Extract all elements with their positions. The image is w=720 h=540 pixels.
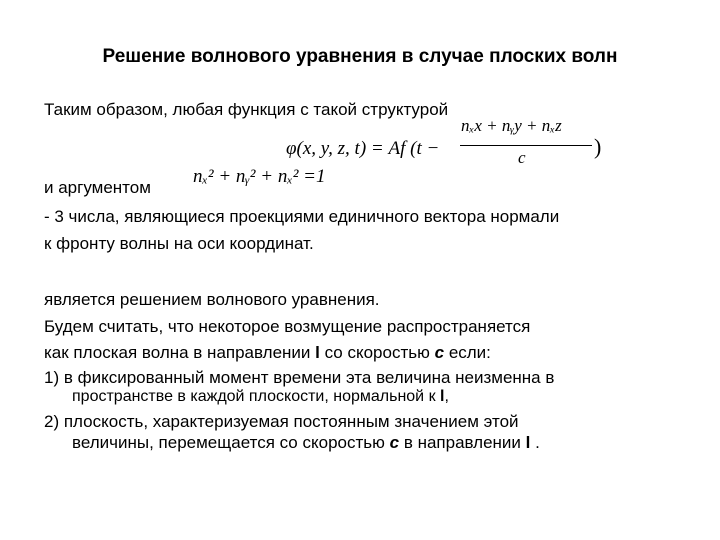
text-line-8: 1) в фиксированный момент времени эта величина неизменна в (44, 368, 555, 387)
text-line-7-e: если: (448, 343, 491, 362)
formula-normalization: nₓ² + nᵧ² + nₓ² =1 (193, 166, 326, 187)
text-line-2: и аргументом (44, 178, 151, 197)
formula-rparen: ) (594, 134, 602, 159)
text-line-11-c: в направлении (403, 433, 521, 452)
text-line-11-e: . (535, 433, 540, 452)
symbol-l-3: l (525, 433, 531, 452)
fraction-bar (460, 145, 592, 146)
text-line-7 (44, 343, 491, 363)
text-line-11 (72, 433, 540, 453)
text-line-7-a: как плоская волна в направлении (44, 343, 311, 362)
symbol-l: l (315, 343, 320, 362)
text-line-10: 2) плоскость, характеризуемая постоянным значением этой (44, 412, 519, 431)
formula-numerator: nₓx + nᵧy + nₓz (461, 116, 562, 135)
text-line-9-c: , (444, 388, 449, 405)
text-line-6: Будем считать, что некоторое возмущение распространяется (44, 317, 531, 336)
text-line-4: к фронту волны на оси координат. (44, 234, 314, 253)
page-title: Решение волнового уравнения в случае плоских волн (102, 46, 618, 67)
formula-denominator: c (518, 148, 526, 167)
text-line-5: является решением волнового уравнения. (44, 290, 380, 309)
symbol-c: c (434, 343, 445, 362)
text-line-11-a: величины, перемещается со скоростью (72, 433, 385, 452)
text-line-1: Таким образом, любая функция с такой структурой (44, 100, 449, 119)
text-line-7-c: со скоростью (324, 343, 430, 362)
text-line-9 (72, 388, 449, 406)
symbol-l-2: l (440, 388, 445, 405)
symbol-c-2: c (389, 433, 400, 452)
formula-lhs: φ(x, y, z, t) = Af (t − (286, 138, 440, 159)
text-line-3: - 3 числа, являющиеся проекциями единичного вектора нормали (44, 207, 560, 226)
text-line-9-a: пространстве в каждой плоскости, нормальной к (72, 388, 436, 405)
